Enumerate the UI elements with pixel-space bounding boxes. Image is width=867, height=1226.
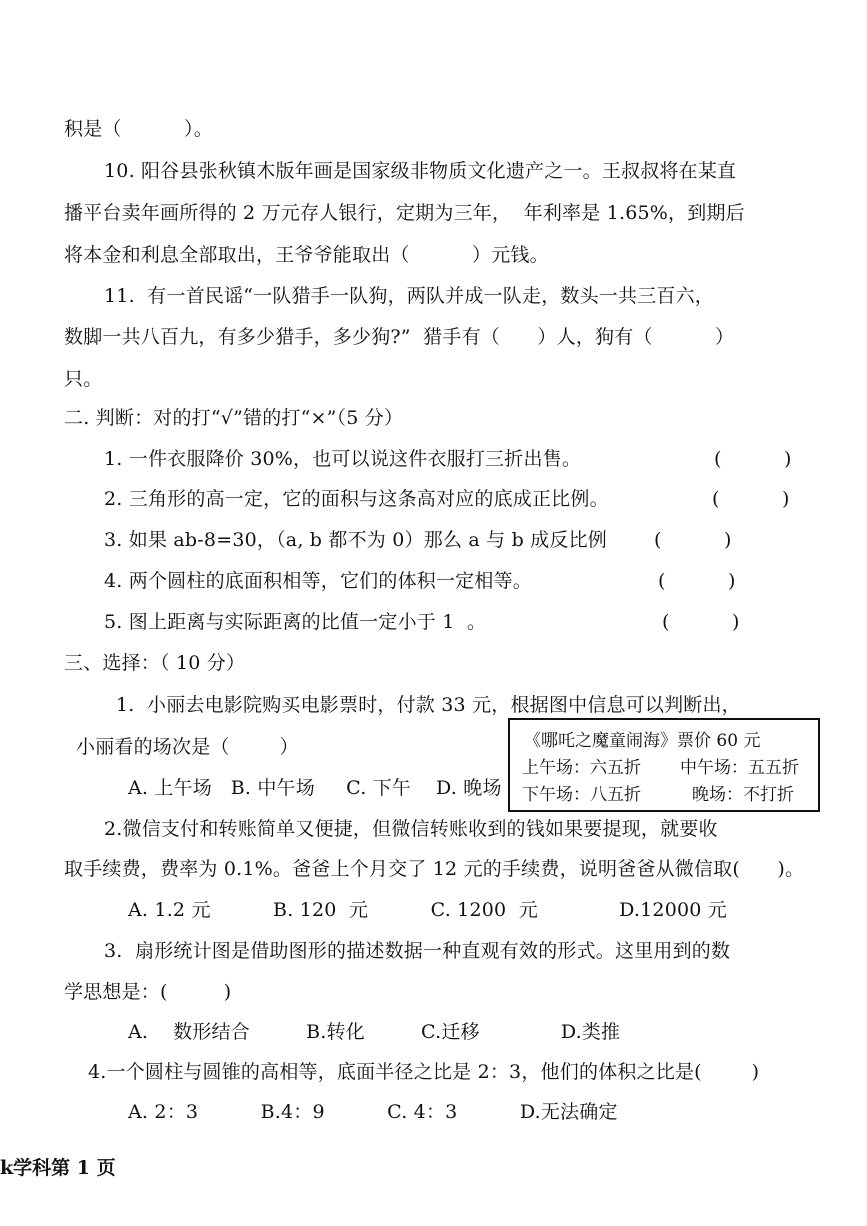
judge-item-2: 2. 三角形的高一定，它的面积与这条高对应的底成正比例。 (104, 488, 609, 510)
judge-item-3-blank: ( ) (654, 529, 732, 551)
q10-line-2: 播平台卖年画所得的 2 万元存人银行，定期为三年， 年利率是 1.65%，到期后 (64, 202, 745, 224)
choice-q3-options: A. 数形结合 B.转化 C.迁移 D.类推 (128, 1021, 621, 1043)
q10-line-3: 将本金和利息全部取出，王爷爷能取出（ ）元钱。 (64, 244, 549, 266)
judge-heading: 二. 判断：对的打“√”错的打“×”（5 分） (64, 407, 404, 429)
ticket-box-noon: 中午场：五五折 (680, 758, 799, 778)
choice-q2-line-2: 取手续费，费率为 0.1%。爸爸上个月交了 12 元的手续费，说明爸爸从微信取( )。 (64, 858, 805, 880)
judge-item-2-blank: ( ) (712, 488, 790, 510)
choice-q4-line: 4.一个圆柱与圆锥的高相等，底面半径之比是 2：3，他们的体积之比是( ) (88, 1061, 760, 1083)
judge-item-4-blank: ( ) (658, 570, 736, 592)
choice-q1-line-2: 小丽看的场次是（ ） (76, 736, 299, 758)
ticket-box-morning: 上午场：六五折 (522, 758, 641, 778)
choice-q1-options: A. 上午场 B. 中午场 C. 下午 D. 晚场 (128, 777, 502, 799)
q11-line-3: 只。 (64, 368, 103, 390)
choice-q2-line-1: 2.微信支付和转账简单又便捷，但微信转账收到的钱如果要提现，就要收 (104, 818, 718, 840)
ticket-price-box (508, 718, 820, 812)
judge-item-3: 3. 如果 ab-8=30，（a, b 都不为 0）那么 a 与 b 成反比例 (104, 529, 607, 551)
choice-q2-options: A. 1.2 元 B. 120 元 C. 1200 元 D.12000 元 (128, 899, 727, 921)
choice-q1-line-1: 1. 小丽去电影院购买电影票时，付款 33 元，根据图中信息可以判断出， (116, 694, 741, 716)
q10-line-1: 10. 阳谷县张秋镇木版年画是国家级非物质文化遗产之一。王叔叔将在某直 (104, 160, 737, 182)
q11-line-1: 11. 有一首民谣“一队猎手一队狗，两队并成一队走，数头一共三百六， (104, 285, 715, 307)
q11-line-2: 数脚一共八百九，有多少猎手，多少狗?” 猎手有（ ）人，狗有（ ） (64, 326, 735, 348)
judge-item-1-blank: ( ) (714, 448, 792, 470)
choice-q3-line-1: 3. 扇形统计图是借助图形的描述数据一种直观有效的形式。这里用到的数 (104, 940, 731, 962)
judge-item-5-blank: ( ) (662, 611, 740, 633)
q9-tail: 积是（ ）。 (64, 118, 213, 140)
choice-q4-options: A. 2：3 B.4：9 C. 4：3 D.无法确定 (128, 1101, 618, 1123)
page-footer: k学科第 1 页 (0, 1157, 116, 1179)
choice-q3-line-2: 学思想是：( ) (64, 981, 232, 1003)
choice-heading: 三、选择：（ 10 分） (64, 652, 246, 674)
ticket-box-evening: 晚场：不打折 (692, 785, 794, 805)
ticket-box-afternoon: 下午场：八五折 (522, 785, 641, 805)
judge-item-4: 4. 两个圆柱的底面积相等，它们的体积一定相等。 (104, 570, 532, 592)
judge-item-5: 5. 图上距离与实际距离的比值一定小于 1 。 (104, 611, 487, 633)
ticket-box-title: 《哪吒之魔童闹海》票价 60 元 (524, 731, 761, 751)
judge-item-1: 1. 一件衣服降价 30%，也可以说这件衣服打三折出售。 (104, 448, 582, 470)
